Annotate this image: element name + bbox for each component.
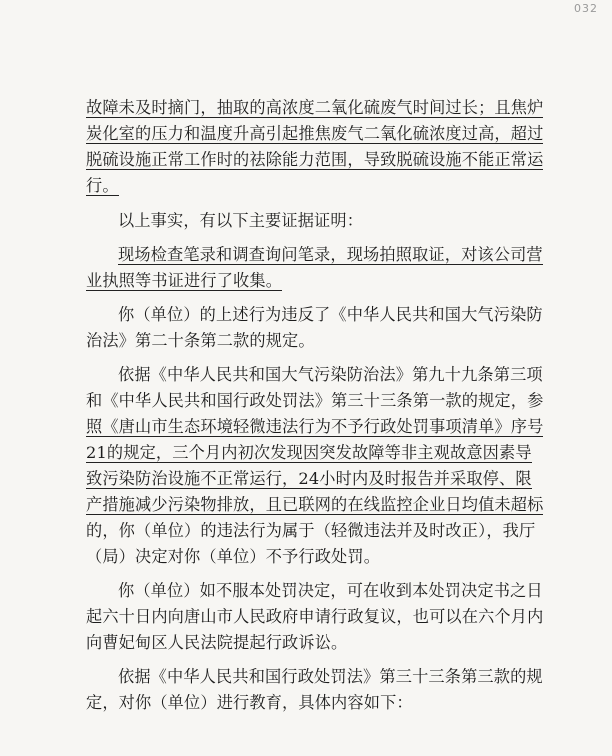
- text-line: 致污染防治设施不正常运行，24小时内及时报告并采取停、限: [86, 469, 532, 488]
- text-line: 和《中华人民共和国行政处罚法》第三十三条第一款的规定，参: [86, 391, 544, 410]
- text-line: 依据《中华人民共和国大气污染防治法》第九十九条第三项: [118, 365, 543, 384]
- text-line: 现场检查笔录和调查询问笔录，现场拍照取证，对该公司营: [118, 245, 543, 264]
- paragraph-evidence-intro: [86, 208, 548, 234]
- text-line: 炭化室的压力和温度升高引起推焦废气二氧化硫浓度过高，超过: [86, 124, 544, 143]
- page-number: 032: [574, 2, 598, 15]
- text-line: 定，对你（单位）进行教育，具体内容如下：: [86, 693, 413, 712]
- text-line: 向曹妃甸区人民法院提起行政诉讼。: [86, 633, 348, 652]
- text-line: 行。: [86, 176, 119, 195]
- paragraph-education: [86, 664, 548, 716]
- text-line: 治法》第二十条第二款的规定。: [86, 331, 315, 350]
- paragraph-evidence-list: [86, 242, 548, 294]
- text-line: 21的规定，三个月内初次发现因突发故障等非主观故意因素导: [86, 443, 532, 462]
- text-line: （局）决定对你（单位）不予行政处罚。: [86, 547, 381, 566]
- text-line: 以上事实，有以下主要证据证明：: [118, 211, 364, 230]
- text-line: 业执照等书证进行了收集。: [86, 271, 283, 290]
- paragraph-appeal-rights: [86, 578, 548, 656]
- text-line: 脱硫设施正常工作时的祛除能力范围，导致脱硫设施不能正常运: [86, 150, 544, 169]
- paragraph-fault-description: [86, 95, 548, 199]
- text-line: 起六十日内向唐山市人民政府申请行政复议，也可以在六个月内: [86, 607, 544, 626]
- text-line: 故障未及时摘门，抽取的高浓度二氧化硫废气时间过长；且焦炉: [86, 98, 544, 117]
- text-line: 依据《中华人民共和国行政处罚法》第三十三条第三款的规: [118, 667, 543, 686]
- paragraph-legal-basis: [86, 362, 548, 570]
- document-body: [86, 95, 548, 716]
- text-line: 产措施减少污染物排放，且已联网的在线监控企业日均值未超标: [86, 495, 544, 514]
- text-line: 照《唐山市生态环境轻微违法行为不予行政处罚事项清单》序号: [86, 417, 544, 436]
- text-line: 你（单位）如不服本处罚决定，可在收到本处罚决定书之日: [118, 581, 543, 600]
- text-line: 你（单位）的上述行为违反了《中华人民共和国大气污染防: [118, 305, 543, 324]
- paragraph-violation: [86, 302, 548, 354]
- text-line: 的，你（单位）的违法行为属于（轻微违法并及时改正），我厅: [86, 521, 536, 540]
